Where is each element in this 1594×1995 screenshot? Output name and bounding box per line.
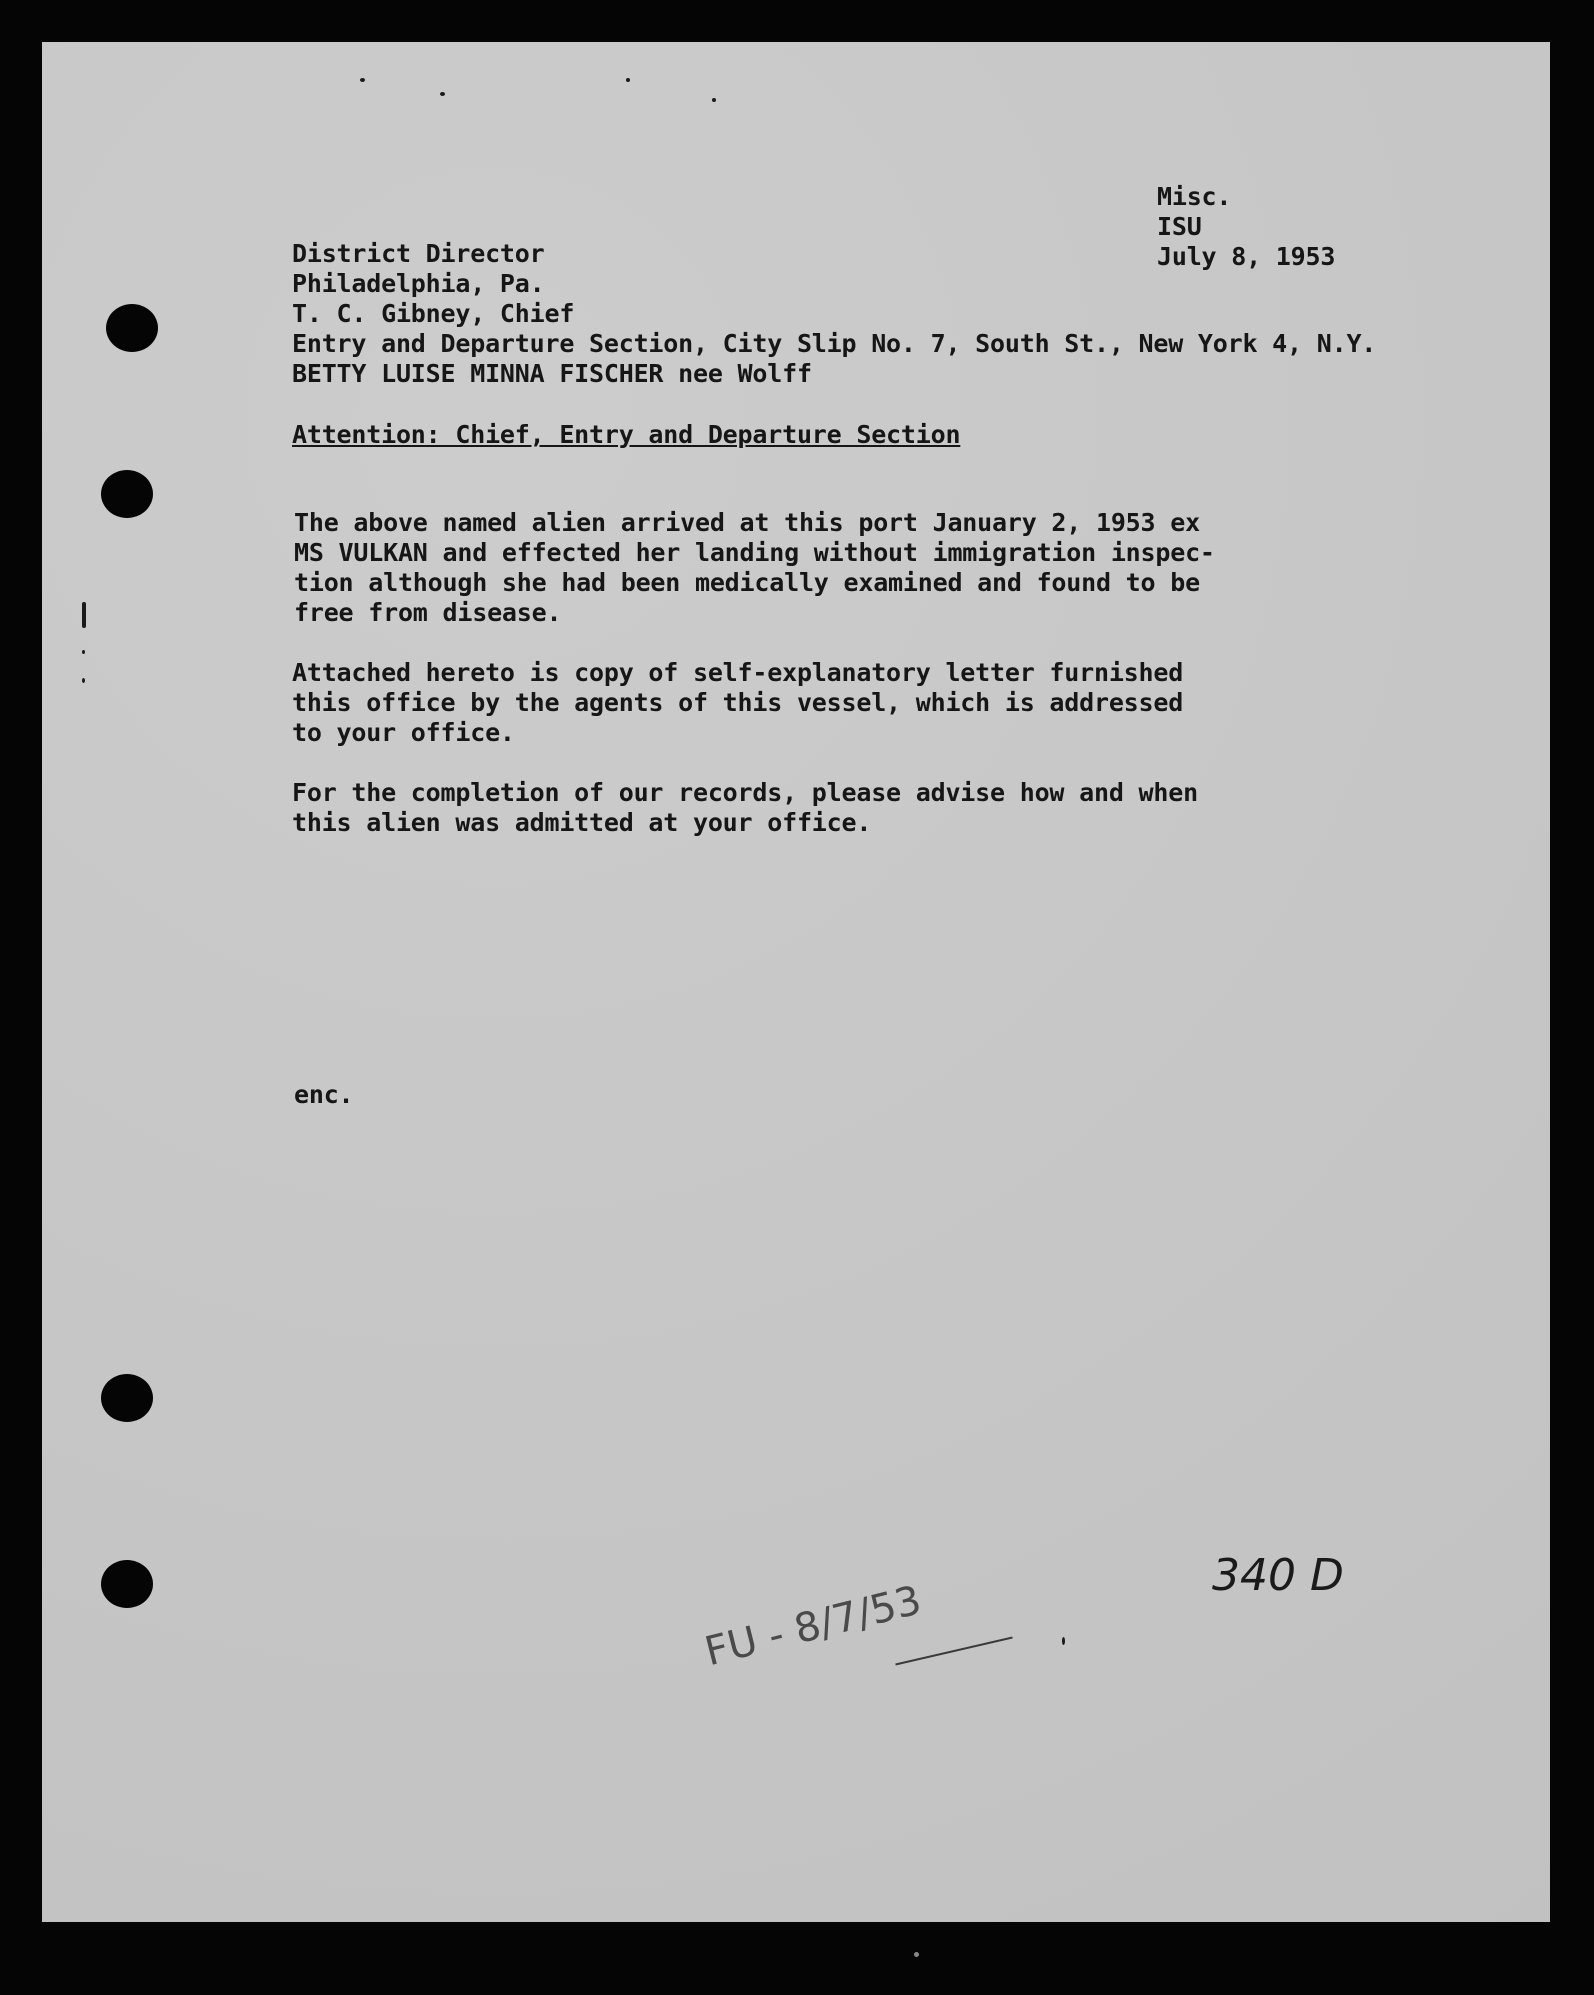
handwritten-follow-up: FU - 8/7/53 — [700, 1577, 926, 1676]
paragraph-line: The above named alien arrived at this port January 2, 1953 ex — [294, 508, 1200, 537]
handwritten-file-code: 340 D — [1212, 1550, 1344, 1601]
document-page — [42, 42, 1550, 1922]
speck — [360, 78, 365, 82]
speck — [626, 78, 630, 82]
paragraph-line: tion although she had been medically examined and found to be — [294, 568, 1200, 597]
paragraph-line: to your office. — [292, 718, 515, 747]
attention-line: Attention: Chief, Entry and Departure Section — [292, 420, 961, 449]
speck — [82, 678, 85, 683]
isu-label: ISU — [1157, 212, 1202, 241]
address-line: T. C. Gibney, Chief — [292, 299, 575, 328]
punch-hole — [101, 470, 153, 518]
address-block — [292, 239, 1376, 389]
speck — [440, 92, 445, 96]
paragraph-line: MS VULKAN and effected her landing without immigration inspec- — [294, 538, 1215, 567]
paragraph-line: this alien was admitted at your office. — [292, 808, 872, 837]
body-paragraph — [292, 658, 1183, 748]
paragraph-line: For the completion of our records, please advise how and when — [292, 778, 1198, 807]
address-line: District Director — [292, 239, 545, 268]
handwritten-underline — [895, 1637, 1012, 1666]
address-line: Entry and Departure Section, City Slip No. 7, South St., New York 4, N.Y. — [292, 329, 1377, 358]
speck — [712, 98, 716, 102]
punch-hole — [101, 1560, 153, 1608]
body-paragraph — [294, 508, 1215, 628]
document-date: July 8, 1953 — [1157, 242, 1336, 271]
speck — [914, 1952, 919, 1957]
margin-mark — [82, 602, 86, 628]
paragraph-line: Attached hereto is copy of self-explanatory letter furnished — [292, 658, 1184, 687]
body-paragraph — [292, 778, 1198, 838]
punch-hole — [101, 1374, 153, 1422]
enclosure-note: enc. — [294, 1080, 354, 1109]
paragraph-line: this office by the agents of this vessel, which is addressed — [292, 688, 1184, 717]
paragraph-line: free from disease. — [294, 598, 562, 627]
misc-label: Misc. — [1157, 182, 1232, 211]
speck — [1062, 1637, 1065, 1645]
punch-hole — [106, 304, 158, 352]
speck — [82, 650, 85, 654]
subject-name: BETTY LUISE MINNA FISCHER nee Wolff — [292, 359, 812, 388]
address-line: Philadelphia, Pa. — [292, 269, 545, 298]
